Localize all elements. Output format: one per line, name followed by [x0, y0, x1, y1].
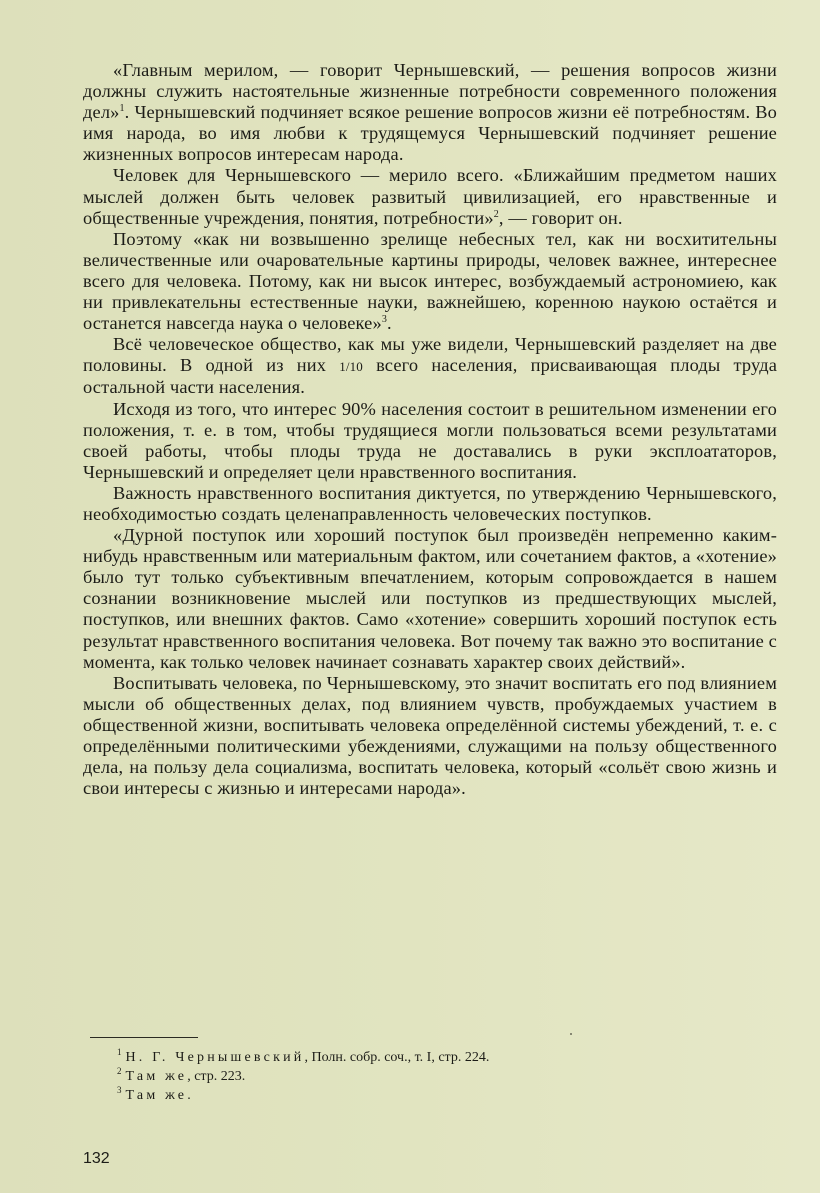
- paragraph-6: Важность нравственного воспитания диктуется, по утверждению Чернышевского, необходимостью создать целенаправленность человеческих поступков.: [83, 482, 777, 524]
- paragraph-text: всего населения, присваивающая плоды труда остальной части населения.: [83, 355, 778, 398]
- footnote-3: [117, 1086, 757, 1105]
- paragraph-text: Человек для Чернышевского — мерило всего. «Ближайшим предметом наших мыслей должен быть человек развитый цивилизацией, его нравственные и общественные учреждения, понятия, потребности»: [83, 165, 777, 228]
- footnotes: [117, 1048, 757, 1105]
- footnote-text: , Полн. собр. соч., т. I, стр. 224.: [304, 1050, 490, 1065]
- page-number: 132: [83, 1150, 110, 1167]
- footnote-ref-1[interactable]: 1: [119, 103, 125, 115]
- footnote-number: 2: [117, 1066, 122, 1077]
- paragraph-4: [83, 334, 777, 398]
- paragraph-7: «Дурной поступок или хороший поступок был произведён непременно каким-нибудь нравственным или материальным фактом, или сочетанием фактов, а «хотение» было тут только субъективным впечатлением, которым сопровождается в нашем сознании возникновение мыслей или поступков из предшествующих мыслей, поступков, или внешних фактов. Само «хотение» совершить хороший поступок есть результат нравственного воспитания человека. Вот почему так важно это воспитание с момента, как только человек начинает сознавать характер своих действий».: [83, 525, 777, 672]
- paper-speck: [570, 1033, 572, 1035]
- footnote-number: 3: [117, 1085, 122, 1096]
- footnote-1: [117, 1048, 757, 1067]
- footnote-text: .: [187, 1088, 191, 1103]
- paragraph-text: .: [387, 313, 392, 334]
- footnote-ref-2[interactable]: 2: [493, 208, 499, 220]
- footnote-author: Там же: [125, 1088, 188, 1103]
- paragraph-2: [83, 165, 777, 228]
- footnote-author: Н. Г. Чернышевский: [125, 1050, 305, 1065]
- paragraph-text: Всё человеческое общество, как мы уже видели, Чернышевский разделяет на две половины. В одной из них: [83, 334, 777, 376]
- footnote-2: [117, 1067, 757, 1086]
- footnote-divider: [90, 1037, 198, 1038]
- book-page: [83, 60, 777, 799]
- footnote-ref-3[interactable]: 3: [381, 314, 387, 325]
- paragraph-text: , — говорит он.: [498, 207, 623, 228]
- footnote-author: Там же: [125, 1069, 188, 1084]
- main-text: [83, 60, 777, 799]
- paragraph-3: [83, 229, 777, 334]
- paragraph-text: Поэтому «как ни возвышенно зрелище небесных тел, как ни восхитительны величественные или очаровательные картины природы, человек важнее, интереснее всего для человека. Потому, как ни высок интерес, возбуждаемый астрономиею, как ни привлекательны естественные науки, важнейшею, коренною наукою остаётся и останется навсегда наука о человеке»: [83, 228, 777, 334]
- paragraph-5: Исходя из того, что интерес 90% населения состоит в решительном изменении его положения, т. е. в том, чтобы трудящиеся могли пользоваться всеми результатами своей работы, чтобы плоды труда не доставались в руки эксплоататоров, Чернышевский и определяет цели нравственного воспитания.: [83, 398, 777, 482]
- fraction-one-tenth: 1/10: [339, 359, 363, 375]
- footnote-text: , стр. 223.: [187, 1069, 246, 1084]
- footnote-number: 1: [117, 1047, 122, 1058]
- paragraph-text: . Чернышевский подчиняет всякое решение вопросов жизни её потребностям. Во имя народа, во имя любви к трудящемуся Чернышевский подчиняет решение жизненных вопросов интересам народа.: [83, 102, 777, 165]
- paragraph-text: «Главным мерилом, — говорит Чернышевский, — решения вопросов жизни должны служить настоятельные жизненные потребности современного положения дел»: [83, 60, 777, 123]
- paragraph-8: Воспитывать человека, по Чернышевскому, это значит воспитать его под влиянием мысли об общественных делах, под влиянием чувств, пробуждаемых участием в общественной жизни, воспитывать человека определённой системы убеждений, т. е. с определёнными политическими убеждениями, служащими на пользу общественного дела, на пользу дела социализма, воспитать человека, который «сольёт свою жизнь и свои интересы с жизнью и интересами народа».: [83, 672, 777, 799]
- paragraph-1: [83, 60, 777, 165]
